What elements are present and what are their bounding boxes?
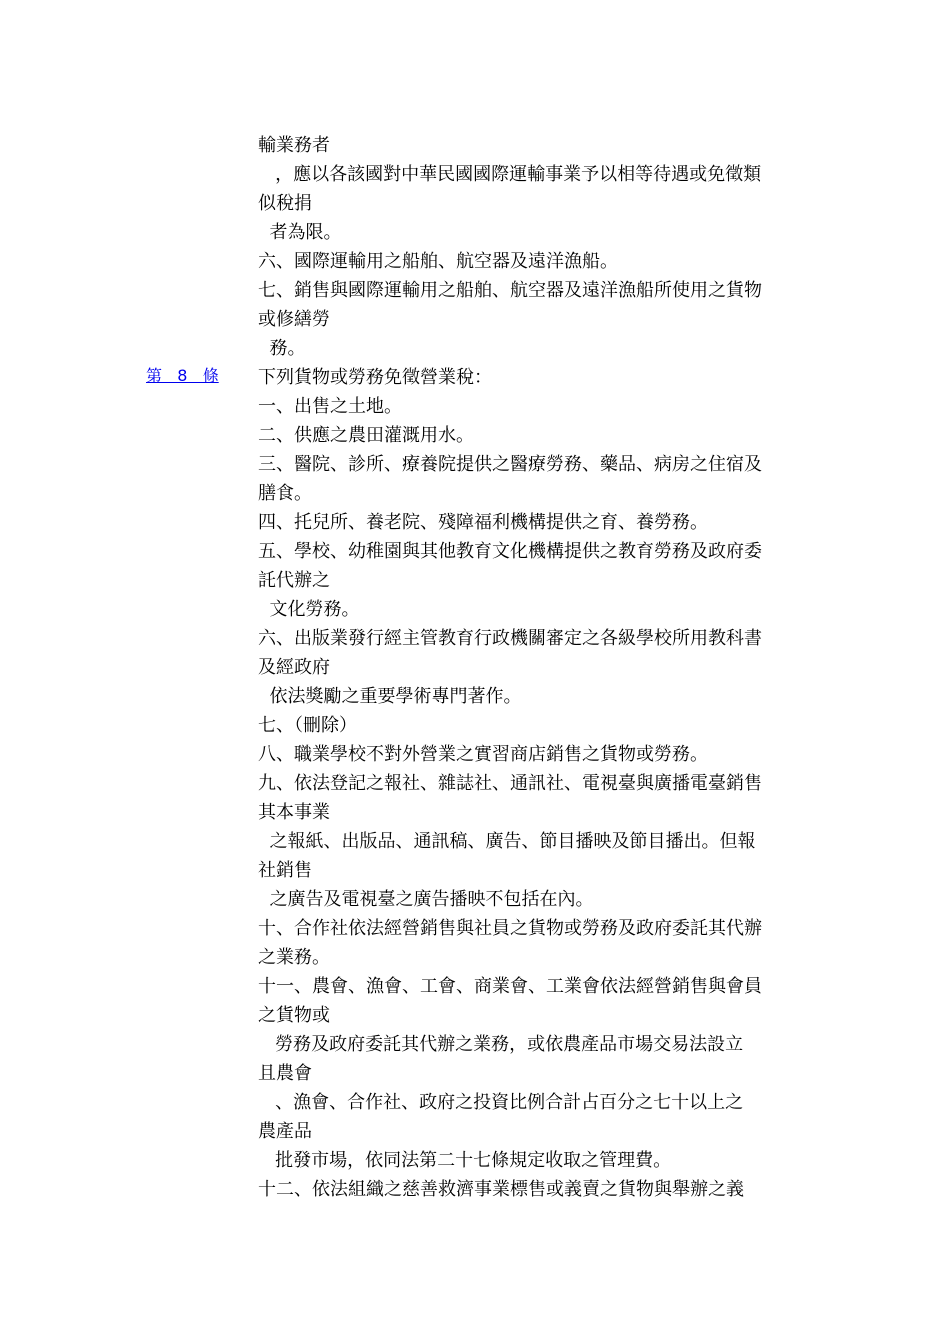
article-text: [258, 131, 818, 1204]
text-line: 四、托兒所、養老院、殘障福利機構提供之育、養勞務。: [258, 512, 708, 533]
text-line: 似稅捐: [258, 193, 312, 214]
text-line: 十二、依法組織之慈善救濟事業標售或義賣之貨物與舉辦之義: [258, 1179, 744, 1200]
text-line: 及經政府: [258, 657, 330, 678]
text-line: 文化勞務。: [258, 599, 360, 620]
text-line: 之廣告及電視臺之廣告播映不包括在內。: [258, 889, 594, 910]
text-line: ，應以各該國對中華民國國際運輸事業予以相等待遇或免徵類: [258, 164, 762, 185]
text-line: 五、學校、幼稚園與其他教育文化機構提供之教育勞務及政府委: [258, 541, 762, 562]
text-line: 二、供應之農田灌溉用水。: [258, 425, 474, 446]
text-line: 三、醫院、診所、療養院提供之醫療勞務、藥品、病房之住宿及: [258, 454, 762, 475]
text-line: 六、國際運輸用之船舶、航空器及遠洋漁船。: [258, 251, 618, 272]
text-line: 其本事業: [258, 802, 330, 823]
text-line: 或修繕勞: [258, 309, 330, 330]
text-line: 勞務及政府委託其代辦之業務，或依農產品市場交易法設立: [258, 1034, 744, 1055]
text-line: 一、出售之土地。: [258, 396, 402, 417]
text-line: 之報紙、出版品、通訊稿、廣告、節目播映及節目播出。但報: [258, 831, 756, 852]
text-line: 六、出版業發行經主管教育行政機關審定之各級學校所用教科書: [258, 628, 762, 649]
text-line: 者為限。: [258, 222, 342, 243]
text-line: 、漁會、合作社、政府之投資比例合計占百分之七十以上之: [258, 1092, 744, 1113]
text-line: 且農會: [258, 1063, 312, 1084]
text-line: 七、（刪除）: [258, 715, 357, 736]
text-line: 社銷售: [258, 860, 312, 881]
text-line: 批發市場，依同法第二十七條規定收取之管理費。: [258, 1150, 672, 1171]
text-line: 農產品: [258, 1121, 312, 1142]
text-line: 十、合作社依法經營銷售與社員之貨物或勞務及政府委託其代辦: [258, 918, 762, 939]
text-line: 之業務。: [258, 947, 330, 968]
article-8-link[interactable]: 第 8 條: [146, 366, 219, 385]
text-line: 輸業務者: [258, 135, 330, 156]
text-line: 九、依法登記之報社、雜誌社、通訊社、電視臺與廣播電臺銷售: [258, 773, 762, 794]
text-line: 務。: [258, 338, 306, 359]
text-line: 託代辦之: [258, 570, 330, 591]
text-line: 十一、農會、漁會、工會、商業會、工業會依法經營銷售與會員: [258, 976, 762, 997]
text-line: 之貨物或: [258, 1005, 330, 1026]
text-line: 膳食。: [258, 483, 312, 504]
text-line: 依法獎勵之重要學術專門著作。: [258, 686, 522, 707]
text-line: 七、銷售與國際運輸用之船舶、航空器及遠洋漁船所使用之貨物: [258, 280, 762, 301]
text-line: 八、職業學校不對外營業之實習商店銷售之貨物或勞務。: [258, 744, 708, 765]
text-line: 下列貨物或勞務免徵營業稅：: [258, 367, 492, 388]
